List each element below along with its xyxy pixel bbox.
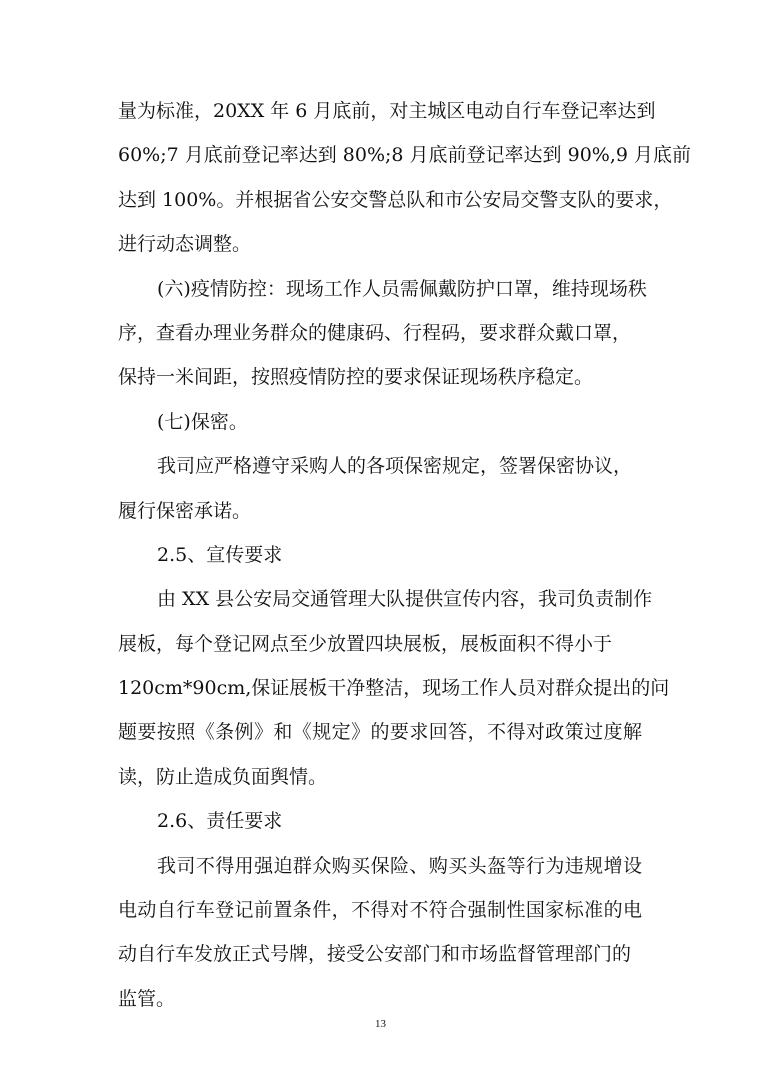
text-line: 达到 100%。并根据省公安交警总队和市公安局交警支队的要求， [118,188,673,211]
text-line: 监管。 [118,987,176,1010]
section-heading: (七)保密。 [157,410,248,433]
text-line: 量为标准，20XX 年 6 月底前，对主城区电动自行车登记率达到 [118,100,656,122]
text-line: 履行保密承诺。 [118,499,252,522]
text-line: 120cm*90cm,保证展板干净整洁，现场工作人员对群众提出的问 [118,677,670,700]
text-line: 进行动态调整。 [118,233,252,256]
text-line: (六)疫情防控：现场工作人员需佩戴防护口罩，维持现场秩 [157,277,647,300]
text-line: 电动自行车登记前置条件，不得对不符合强制性国家标准的电 [118,899,642,922]
text-line: 展板，每个登记网点至少放置四块展板，展板面积不得小于 [118,632,613,655]
text-line: 动自行车发放正式号牌，接受公安部门和市场监督管理部门的 [118,943,632,966]
document-body [118,92,691,1024]
text-line: 题要按照《条例》和《规定》的要求回答，不得对政策过度解 [118,721,642,744]
text-line: 我司应严格遵守采购人的各项保密规定，签署保密协议， [157,455,633,478]
text-line: 60%;7 月底前登记率达到 80%;8 月底前登记率达到 90%,9 月底前 [118,144,691,167]
text-line: 保持一米间距，按照疫情防控的要求保证现场秩序稳定。 [118,366,594,389]
text-line: 序，查看办理业务群众的健康码、行程码，要求群众戴口罩， [118,321,632,344]
page-number: 13 [375,1018,386,1030]
text-line: 读，防止造成负面舆情。 [118,765,328,788]
section-heading: 2.5、宣传要求 [157,543,283,566]
text-line: 我司不得用强迫群众购买保险、购买头盔等行为违规增设 [157,854,642,877]
text-line: 由 XX 县公安局交通管理大队提供宣传内容，我司负责制作 [157,588,653,611]
section-heading: 2.6、责任要求 [157,810,283,833]
